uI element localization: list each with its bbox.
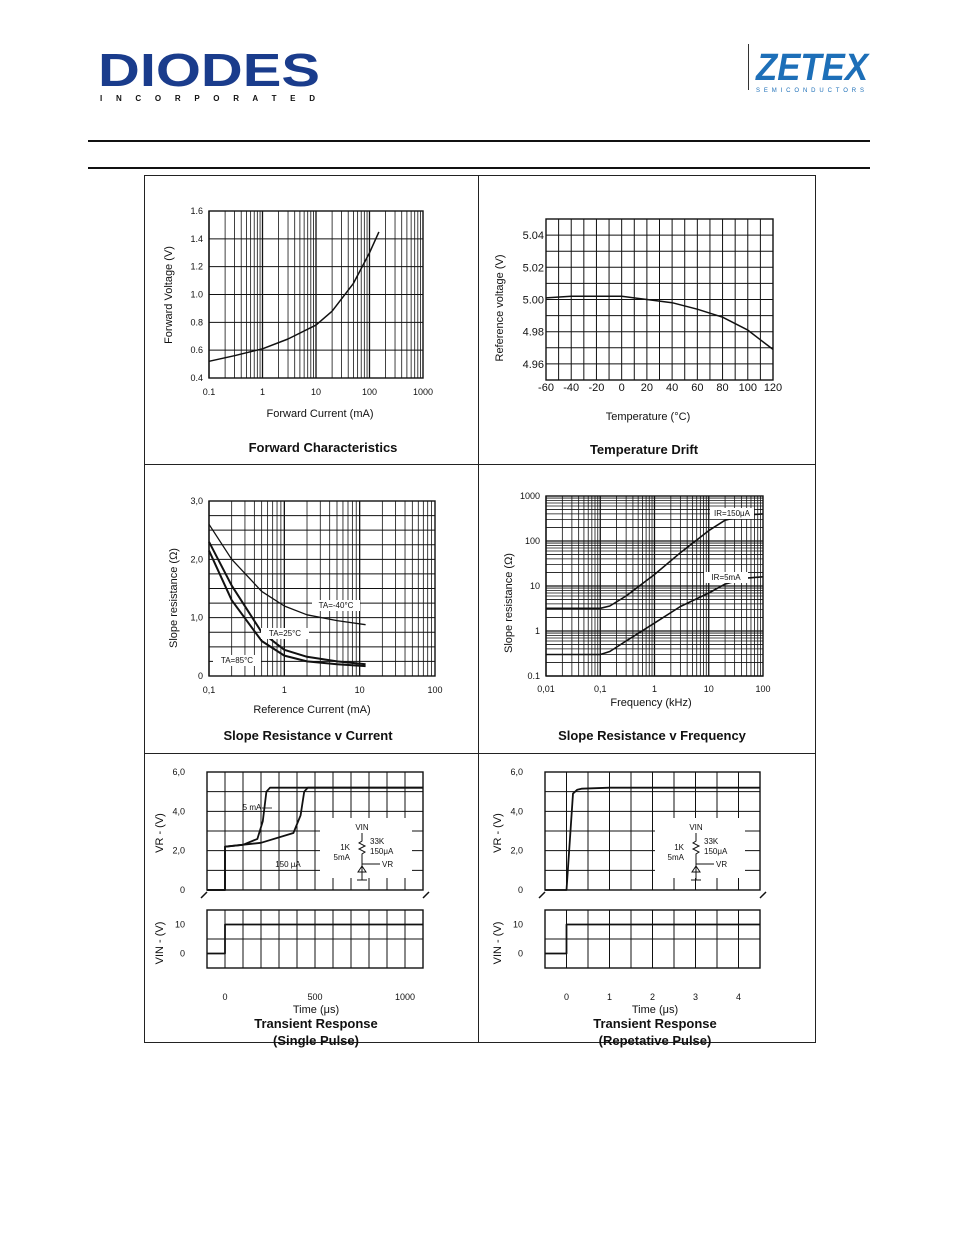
transient-rep-circuit-label-5ma: 5mA [667,853,684,862]
transient-rep-circuit-label-33k: 33K [704,837,719,846]
tempdrift-y-tick: 5.02 [522,262,544,275]
tempdrift-x-label: Temperature (°C) [605,411,691,423]
forward-x-tick: 100 [361,387,378,397]
transient-single-y-tick-bottom: 10 [174,919,185,930]
transient-rep-y-label-bottom: VIN - (V) [492,921,504,965]
slopecurrent-x-tick: 10 [354,685,365,695]
slopefreq-x-label: Frequency (kHz) [610,697,692,709]
transient-single-y-tick-top: 4,0 [172,806,185,817]
transient-single-x-tick: 1000 [394,992,416,1002]
tempdrift-x-tick: 120 [763,382,783,394]
forward-y-tick: 0.8 [190,317,203,328]
transient-rep-y-tick-top: 6,0 [510,767,523,777]
tempdrift-x-tick: 80 [716,382,729,394]
transient-rep-y-tick-bottom: 0 [517,948,523,959]
transient-single-circuit-label-1k: 1K [340,843,350,852]
slopecurrent-y-label: Slope resistance (Ω) [168,548,180,648]
slopefreq-x-tick: 100 [755,684,771,694]
transient-single-axis-break [201,892,207,898]
forward-x-label: Forward Current (mA) [266,408,374,420]
slopefreq-y-tick: 0.1 [527,671,540,681]
slopefreq-y-tick: 100 [524,536,540,546]
slopecurrent-y-tick: 2,0 [190,554,203,565]
slopecurrent-series-label: TA=85°C [220,656,254,665]
slopecurrent-x-tick: 100 [427,685,443,695]
tempdrift-y-tick: 4.98 [522,326,544,339]
forward-y-tick: 0.6 [190,345,203,356]
diodes-logo-text: DIODES [98,46,320,96]
slopecurrent-x-label: Reference Current (mA) [253,704,371,716]
transient-single-circuit-label-33k: 33K [370,837,385,846]
slopefreq-x-tick: 0,01 [537,684,555,694]
transient-single-y-tick-top: 0 [179,885,185,895]
tempdrift-y-tick: 5.04 [522,230,544,243]
slopecurrent-series-label: TA=25°C [268,629,302,638]
transient-rep-axis-break [760,892,766,898]
forward-y-tick: 0.4 [190,373,203,383]
transient-rep-y-tick-top: 2,0 [510,845,523,856]
forward-y-label: Forward Voltage (V) [163,246,175,344]
transient-rep-y-label-top: VR - (V) [492,813,504,853]
transient-single-circuit-label-150ua: 150μA [370,847,394,856]
transient-rep-y-tick-top: 4,0 [510,806,523,817]
forward-y-tick: 1.4 [190,233,203,244]
forward-y-tick: 1.2 [190,261,203,272]
transient-rep-x-label: Time (μs) [631,1004,679,1016]
tempdrift-x-tick: 100 [738,382,757,394]
forward-y-tick: 1.0 [190,289,203,300]
slopecurrent-y-tick: 0 [197,671,203,681]
forward-x-tick: 1000 [412,387,434,397]
slopefreq-y-tick: 10 [529,581,540,591]
transient-single-circuit-label-5ma: 5mA [333,853,350,862]
transient-single-x-tick: 0 [222,992,228,1002]
transient-rep-x-tick: 1 [606,992,613,1002]
slopecurrent-x-tick: 1 [281,685,287,695]
tempdrift-title: Temperature Drift [589,442,699,457]
transient-rep-x-tick: 0 [563,992,570,1002]
transient-rep-axis-break [539,892,545,898]
slopefreq-y-tick: 1000 [519,491,540,501]
transient-single-x-tick: 500 [307,992,323,1002]
transient-rep-y-tick-bottom: 10 [512,919,523,930]
slopefreq-y-label: Slope resistance (Ω) [503,553,515,653]
tempdrift-x-tick: -20 [588,382,605,394]
transient-single-y-tick-bottom: 0 [179,948,185,959]
transient-rep-circuit-label-1k: 1K [674,843,684,852]
slopefreq-x-tick: 1 [651,684,658,694]
forward-x-tick: 1 [259,387,266,397]
tempdrift-x-tick: 0 [618,382,625,394]
transient-single-circuit-vin: VIN [355,823,369,832]
tempdrift-y-tick: 4.96 [522,358,544,371]
diodes-logo-subtext: I N C O R P O R A T E D [100,94,315,103]
slopefreq-series-label: IR=150μA [714,509,750,518]
transient-single-y-label-top: VR - (V) [154,813,166,853]
transient-single-annotation-5ma: 5 mA [242,803,262,812]
forward-x-tick: 0.1 [202,387,216,397]
transient-single-axis-break [423,892,429,898]
zetex-logo-subtext: SEMICONDUCTORS [756,88,864,94]
transient-single-circuit-label-vr: VR [382,860,394,869]
slopefreq-x-tick: 10 [703,684,714,694]
transient-rep-x-tick: 2 [649,992,656,1002]
tempdrift-x-tick: -60 [538,382,554,394]
forward-y-tick: 1.6 [190,206,203,216]
tempdrift-x-tick: 40 [665,382,679,394]
transient-single-y-tick-top: 6,0 [172,767,185,777]
transient-single-title: Transient Response [254,1016,378,1031]
slopefreq-y-tick: 1 [534,626,540,636]
transient-single-title-line2: (Single Pulse) [273,1033,359,1048]
slopecurrent-y-tick: 1,0 [190,612,203,623]
slopefreq-title: Slope Resistance v Frequency [558,728,746,743]
transient-rep-x-tick: 4 [735,992,742,1002]
slopecurrent-y-tick: 3,0 [190,496,203,506]
transient-rep-y-tick-top: 0 [517,885,523,895]
transient-rep-circuit-label-vr: VR [716,860,728,869]
transient-single-annotation-150ua: 150 μA [275,860,301,869]
slopecurrent-title: Slope Resistance v Current [223,728,393,743]
transient-rep-circuit-label-150ua: 150μA [704,847,728,856]
zetex-logo-text: ZETEX [755,47,871,89]
slopefreq-x-tick: 0,1 [593,684,607,694]
transient-single-y-tick-top: 2,0 [172,845,185,856]
tempdrift-x-tick: -40 [563,382,580,394]
forward-title: Forward Characteristics [248,440,398,455]
transient-rep-x-tick: 3 [692,992,699,1002]
transient-single-y-label-bottom: VIN - (V) [154,921,166,965]
slopecurrent-x-tick: 0,1 [202,685,216,695]
transient-rep-circuit-vin: VIN [689,823,703,832]
tempdrift-x-tick: 20 [640,382,654,394]
transient-rep-title: Transient Response [593,1016,717,1031]
tempdrift-y-tick: 5.00 [522,294,544,307]
tempdrift-y-label: Reference voltage (V) [494,254,506,362]
transient-single-x-label: Time (μs) [292,1004,340,1016]
forward-x-tick: 10 [310,387,322,397]
slopefreq-series-label: IR=5mA [711,573,741,582]
transient-rep-title-line2: (Repetative Pulse) [598,1033,712,1048]
slopecurrent-series-label: TA=-40°C [318,601,354,610]
tempdrift-x-tick: 60 [691,382,704,394]
